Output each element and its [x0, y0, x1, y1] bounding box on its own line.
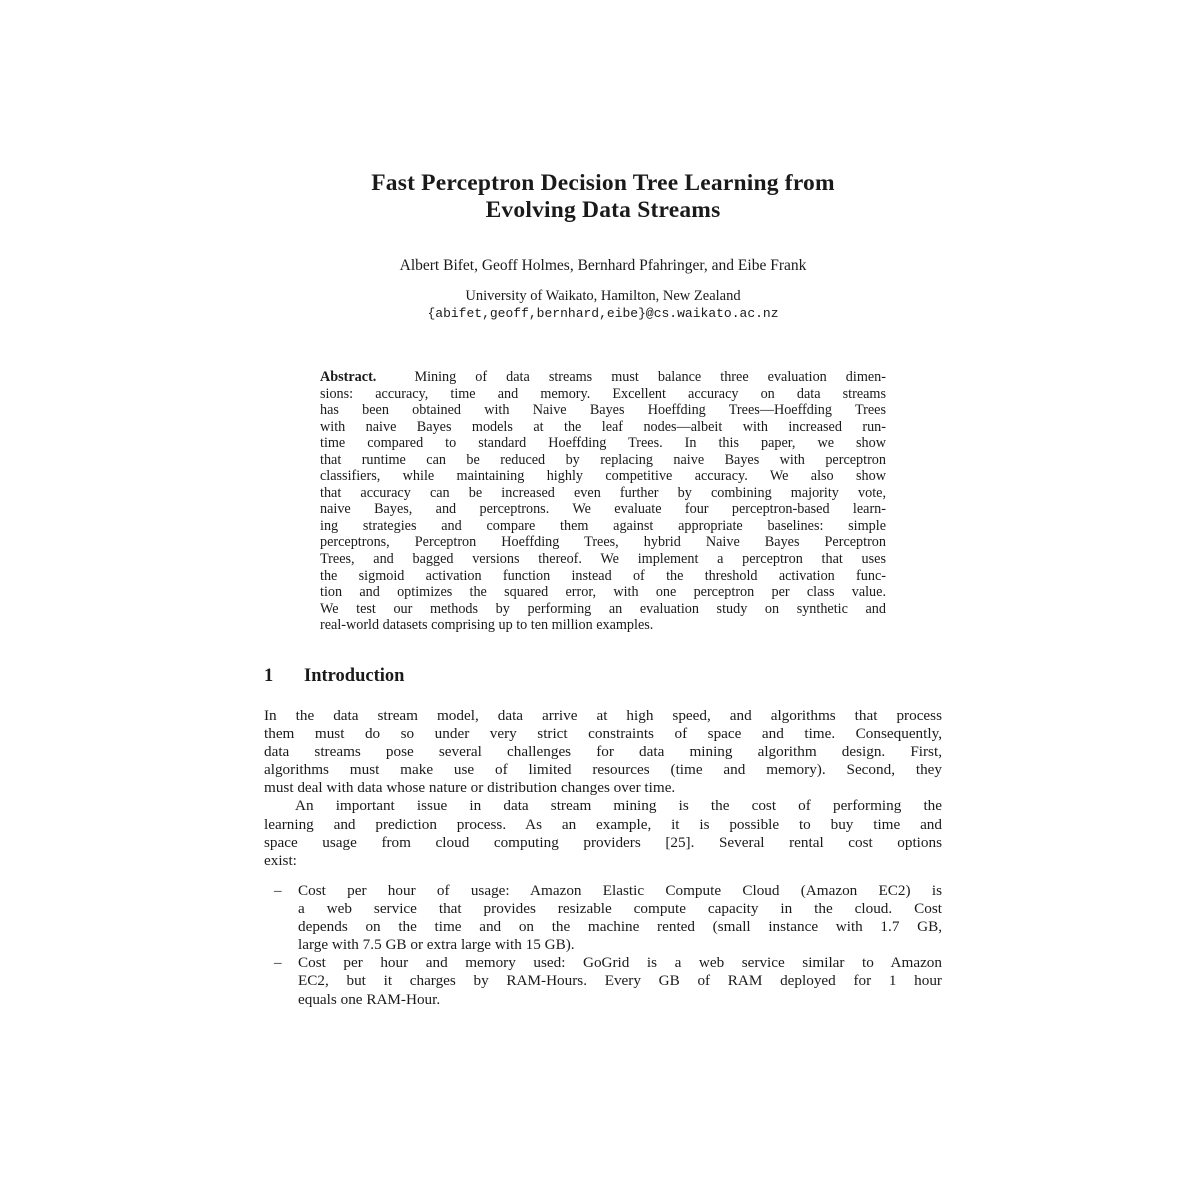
author-list: Albert Bifet, Geoff Holmes, Bernhard Pfahringer, and Eibe Frank [399, 257, 807, 274]
paragraph-line: must deal with data whose nature or distribution changes over time. [264, 779, 676, 797]
paragraph-line: space usage from cloud computing providers [25]. Several rental cost options [264, 833, 942, 851]
abstract-line [320, 369, 886, 386]
abstract-line: classifiers, while maintaining highly competitive accuracy. We also show [320, 468, 886, 485]
list-item-line: Cost per hour of usage: Amazon Elastic Compute Cloud (Amazon EC2) is [298, 882, 942, 899]
paragraph-line: algorithms must make use of limited resources (time and memory). Second, they [264, 761, 942, 779]
abstract-line: tion and optimizes the squared error, with one perceptron per class value. [320, 584, 886, 601]
abstract [320, 369, 886, 634]
paragraph-line: learning and prediction process. As an example, it is possible to buy time and [264, 815, 942, 833]
paragraph-line: them must do so under very strict constraints of space and time. Consequently, [264, 725, 942, 743]
section-heading [264, 666, 404, 687]
abstract-line: naive Bayes, and perceptrons. We evaluate four perceptron-based learn- [320, 501, 886, 518]
abstract-line: Trees, and bagged versions thereof. We implement a perceptron that uses [320, 551, 886, 568]
list-item-line: EC2, but it charges by RAM-Hours. Every GB of RAM deployed for 1 hour [298, 972, 942, 990]
cost-options-list [264, 882, 942, 1009]
paragraph-line: exist: [264, 851, 297, 869]
abstract-label: Abstract. [320, 369, 377, 385]
abstract-line: time compared to standard Hoeffding Trees. In this paper, we show [320, 435, 886, 452]
abstract-line: with naive Bayes models at the leaf nodes—albeit with increased run- [320, 418, 886, 435]
abstract-line: ing strategies and compare them against appropriate baselines: simple [320, 517, 886, 534]
list-item-line: equals one RAM-Hour. [298, 990, 441, 1008]
affiliation: University of Waikato, Hamilton, New Zealand [465, 288, 741, 304]
section-number: 1 [264, 666, 274, 686]
abstract-line: real-world datasets comprising up to ten million examples. [320, 617, 654, 634]
abstract-line: sions: accuracy, time and memory. Excellent accuracy on data streams [320, 385, 886, 402]
paragraph-line: data streams pose several challenges for data mining algorithm design. First, [264, 743, 942, 761]
paragraph-line: An important issue in data stream mining is the cost of performing the [295, 797, 942, 815]
paper-title [250, 170, 956, 224]
list-item-line: a web service that provides resizable compute capacity in the cloud. Cost [298, 900, 942, 918]
list-item-line: Cost per hour and memory used: GoGrid is a web service similar to Amazon [298, 954, 942, 972]
list-marker: – [274, 954, 282, 972]
intro-body [264, 707, 942, 870]
title-line: Fast Perceptron Decision Tree Learning from [371, 170, 835, 196]
list-item [264, 882, 942, 954]
author-emails: {abifet,geoff,bernhard,eibe}@cs.waikato.ac.nz [427, 306, 779, 321]
abstract-line: the sigmoid activation function instead of the threshold activation func- [320, 567, 886, 584]
list-item [264, 954, 942, 1008]
abstract-line: perceptrons, Perceptron Hoeffding Trees, hybrid Naive Bayes Perceptron [320, 534, 886, 551]
list-item-line: large with 7.5 GB or extra large with 15 GB). [298, 936, 575, 954]
abstract-line: We test our methods by performing an evaluation study on synthetic and [320, 600, 886, 617]
abstract-line: that accuracy can be increased even further by combining majority vote, [320, 484, 886, 501]
section-title: Introduction [304, 666, 405, 686]
abstract-line: that runtime can be reduced by replacing naive Bayes with perceptron [320, 451, 886, 468]
title-line: Evolving Data Streams [485, 197, 721, 223]
abstract-line: has been obtained with Naive Bayes Hoeffding Trees—Hoeffding Trees [320, 402, 886, 419]
list-item-line: depends on the time and on the machine rented (small instance with 1.7 GB, [298, 918, 942, 936]
affiliation-block [250, 288, 956, 322]
abstract-text: Mining of data streams must balance three evaluation dimen- [414, 369, 886, 385]
list-marker: – [274, 882, 282, 899]
paragraph-line: In the data stream model, data arrive at high speed, and algorithms that process [264, 707, 942, 724]
